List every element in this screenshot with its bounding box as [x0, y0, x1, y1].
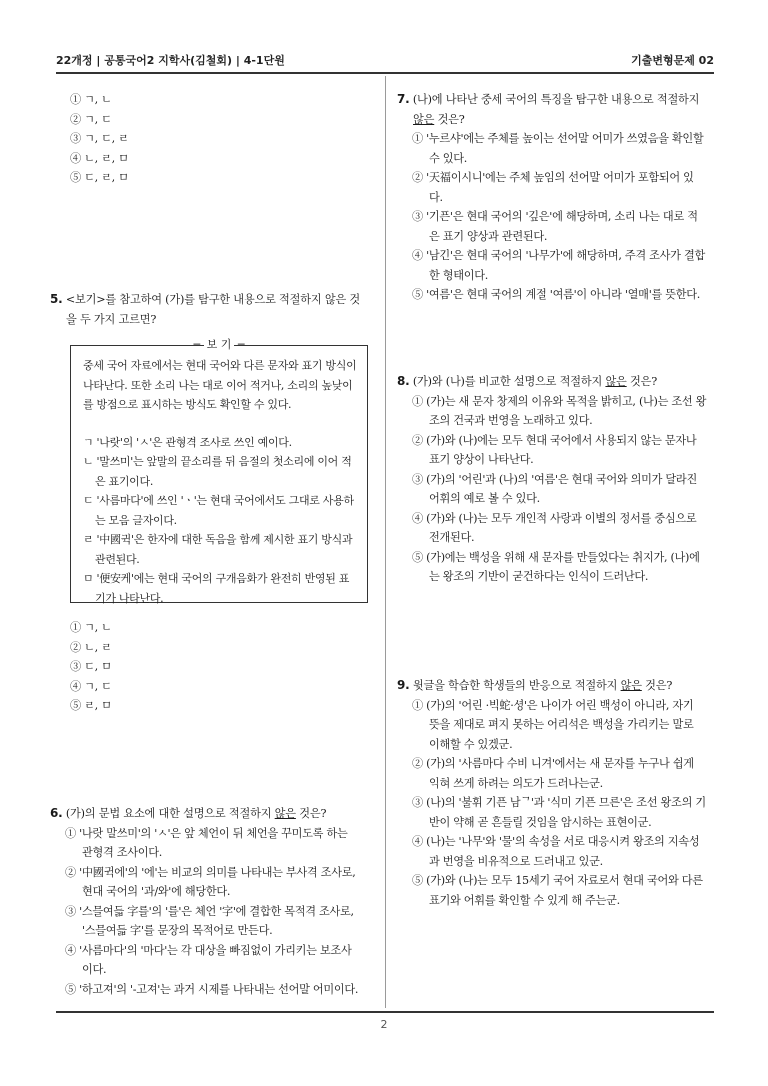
q7-option: ⑤ '여름'은 현대 국어의 계절 '여름'이 아니라 '열매'를 뜻한다. [412, 288, 701, 301]
q7-option: ③ '기픈'은 현대 국어의 '깊은'에 해당하며, 소리 나는 대로 적은 표기 양상과 관련된다. [412, 210, 698, 243]
q5-option: ① ㄱ, ㄴ [70, 621, 112, 634]
q6-prompt-emphasis: 않은 [274, 807, 296, 820]
question-7 [397, 90, 707, 305]
q8-prompt-end: 것은? [626, 375, 658, 388]
reference-item: ㅁ '便安케'에는 현대 국어의 구개음화가 완전히 반영된 표기가 나타난다. [83, 572, 350, 605]
page-number: 2 [380, 1018, 388, 1031]
q8-number: 8. [397, 374, 410, 388]
q4-option: ② ㄱ, ㄷ [70, 112, 112, 126]
question-8 [397, 372, 707, 587]
q5-option: ② ㄴ, ㄹ [70, 640, 112, 654]
q7-prompt-text: (나)에 나타난 중세 국어의 특징을 탐구한 내용으로 적절하지 [412, 93, 700, 106]
q9-option: ① (가)의 '어린 ·빅蛇·셩'은 나이가 어린 백성이 아니라, 자기 뜻을 제대로 펴지 못하는 어리석은 백성을 가리키는 말로 이해할 수 있겠군. [412, 698, 694, 751]
reference-box-title: 보 기 [204, 338, 235, 351]
q8-option: ① (가)는 새 문자 창제의 이유와 목적을 밝히고, (나)는 조선 왕조의 건국과 번영을 노래하고 있다. [412, 394, 707, 427]
q5-prompt-text: <보기>를 참고하여 (가)를 탐구한 내용으로 적절하지 않은 것을 두 가지 고르면? [65, 293, 361, 326]
q4-option: ⑤ ㄷ, ㄹ, ㅁ [70, 171, 129, 184]
header-doc-type: 기출변형문제 02 [631, 54, 714, 67]
q9-option: ③ (나)의 '불휘 기픈 남ᄀ'과 '식미 기픈 므른'은 조선 왕조의 기반이 약해 곧 흔들릴 것임을 암시하는 표현이군. [412, 796, 706, 829]
question-5 [50, 290, 360, 329]
q6-prompt-end: 것은? [295, 807, 327, 820]
q9-prompt-emphasis: 않은 [620, 679, 642, 692]
q8-prompt-text: (가)와 (나)를 비교한 설명으로 적절하지 [412, 375, 606, 388]
q8-option: ② (가)와 (나)에는 모두 현대 국어에서 사용되지 않는 문자나 표기 양상이 나타난다. [412, 433, 697, 466]
reference-item: ㄷ '사름마다'에 쓰인 'ㆍ'는 현대 국어에서도 그대로 사용하는 모음 글자이다. [83, 494, 354, 527]
q9-option: ⑤ (가)와 (나)는 모두 15세기 국어 자료로서 현대 국어와 다른 표기와 어휘를 확인할 수 있게 해 주는군. [412, 874, 703, 907]
reference-item: ㄱ '나랏'의 'ㅅ'은 관형격 조사로 쓰인 예이다. [83, 435, 292, 449]
q9-option: ② (가)의 '사름마다 수비 니겨'에서는 새 문자를 누구나 쉽게 익혀 쓰게 하려는 의도가 드러나는군. [412, 757, 694, 790]
q5-options [50, 618, 360, 716]
q7-option: ④ '남긴'은 현대 국어의 '나무가'에 해당하며, 주격 조사가 결합한 형태이다. [412, 249, 705, 282]
q5-prompt [50, 290, 360, 329]
q7-prompt [397, 90, 707, 129]
header-course: 22개정 | 공통국어2 지학사(김철회) | 4-1단원 [56, 54, 285, 67]
q7-prompt-end: 것은? [434, 112, 465, 126]
reference-item: ㄴ '말쓰미'는 앞말의 끝소리를 뒤 음절의 첫소리에 이어 적은 표기이다. [83, 455, 352, 488]
q9-prompt-text: 윗글을 학습한 학생들의 반응으로 적절하지 [412, 679, 621, 692]
q6-option: ③ '스믈여듧 字를'의 '를'은 체언 '字'에 결합한 목적격 조사로, '스믈여듧 字'를 문장의 목적어로 만든다. [65, 904, 354, 937]
column-divider [385, 76, 386, 1008]
q6-option: ② '中國귁에'의 '에'는 비교의 의미를 나타내는 부사격 조사로, 현대 국어의 '과/와'에 해당한다. [65, 865, 356, 898]
page-header [56, 50, 714, 68]
q9-number: 9. [397, 678, 410, 692]
q4-option: ③ ㄱ, ㄷ, ㄹ [70, 132, 129, 145]
q7-number: 7. [397, 92, 410, 106]
question-9 [397, 676, 707, 910]
reference-box-label: ─ 보 기 ─ [193, 338, 245, 351]
q5-option: ④ ㄱ, ㄷ [70, 679, 112, 693]
q5-option: ⑤ ㄹ, ㅁ [70, 699, 112, 712]
q8-prompt-emphasis: 않은 [605, 375, 627, 388]
footer-rule [56, 1011, 714, 1013]
q5-option: ③ ㄷ, ㅁ [70, 660, 112, 673]
q4-option: ① ㄱ, ㄴ [70, 93, 112, 106]
q5-number: 5. [50, 292, 63, 306]
q7-option: ② '天福이시니'에는 주체 높임의 선어말 어미가 포함되어 있다. [412, 171, 694, 204]
q8-option: ⑤ (가)에는 백성을 위해 새 문자를 만들었다는 취지가, (나)에는 왕조의 기반이 굳건하다는 인식이 드러난다. [412, 550, 700, 583]
q4-options [50, 90, 360, 188]
q6-prompt [50, 804, 360, 824]
header-rule [56, 72, 714, 74]
q6-prompt-text: (가)의 문법 요소에 대한 설명으로 적절하지 [65, 807, 275, 820]
q6-option: ① '나랏 말쓰미'의 'ㅅ'은 앞 체언이 뒤 체언을 꾸미도록 하는 관형격 조사이다. [65, 826, 348, 859]
q8-prompt [397, 372, 707, 392]
q4-option: ④ ㄴ, ㄹ, ㅁ [70, 151, 129, 165]
q9-prompt-end: 것은? [641, 679, 673, 692]
reference-item: ㄹ '中國귁'은 한자에 대한 독음을 함께 제시한 표기 방식과 관련된다. [83, 533, 353, 566]
q6-option: ⑤ '하고져'의 '-고져'는 과거 시제를 나타내는 선어말 어미이다. [65, 982, 359, 996]
q7-prompt-emphasis: 않은 [413, 112, 435, 126]
reference-box [70, 338, 368, 605]
q8-option: ④ (가)와 (나)는 모두 개인적 사랑과 이별의 정서를 중심으로 전개된다. [412, 511, 697, 544]
q6-option: ④ '사름마다'의 '마다'는 각 대상을 빠짐없이 가리키는 보조사이다. [65, 943, 352, 976]
q6-number: 6. [50, 806, 63, 820]
q9-option: ④ (나)는 '나무'와 '물'의 속성을 서로 대응시켜 왕조의 지속성과 번영을 비유적으로 드러내고 있군. [412, 835, 700, 868]
question-6 [50, 804, 360, 999]
q8-option: ③ (가)의 '어린'과 (나)의 '여름'은 현대 국어와 의미가 달라진 어휘의 예로 볼 수 있다. [412, 472, 697, 505]
q7-option: ① '누르샤'에는 주체를 높이는 선어말 어미가 쓰였음을 확인할 수 있다. [412, 132, 704, 165]
reference-box-intro: 중세 국어 자료에서는 현대 국어와 다른 문자와 표기 방식이 나타난다. 또한 소리 나는 대로 이어 적거나, 소리의 높낮이를 방점으로 표시하는 방식도 확인할 수 있다. [83, 359, 357, 411]
q9-prompt [397, 676, 707, 696]
